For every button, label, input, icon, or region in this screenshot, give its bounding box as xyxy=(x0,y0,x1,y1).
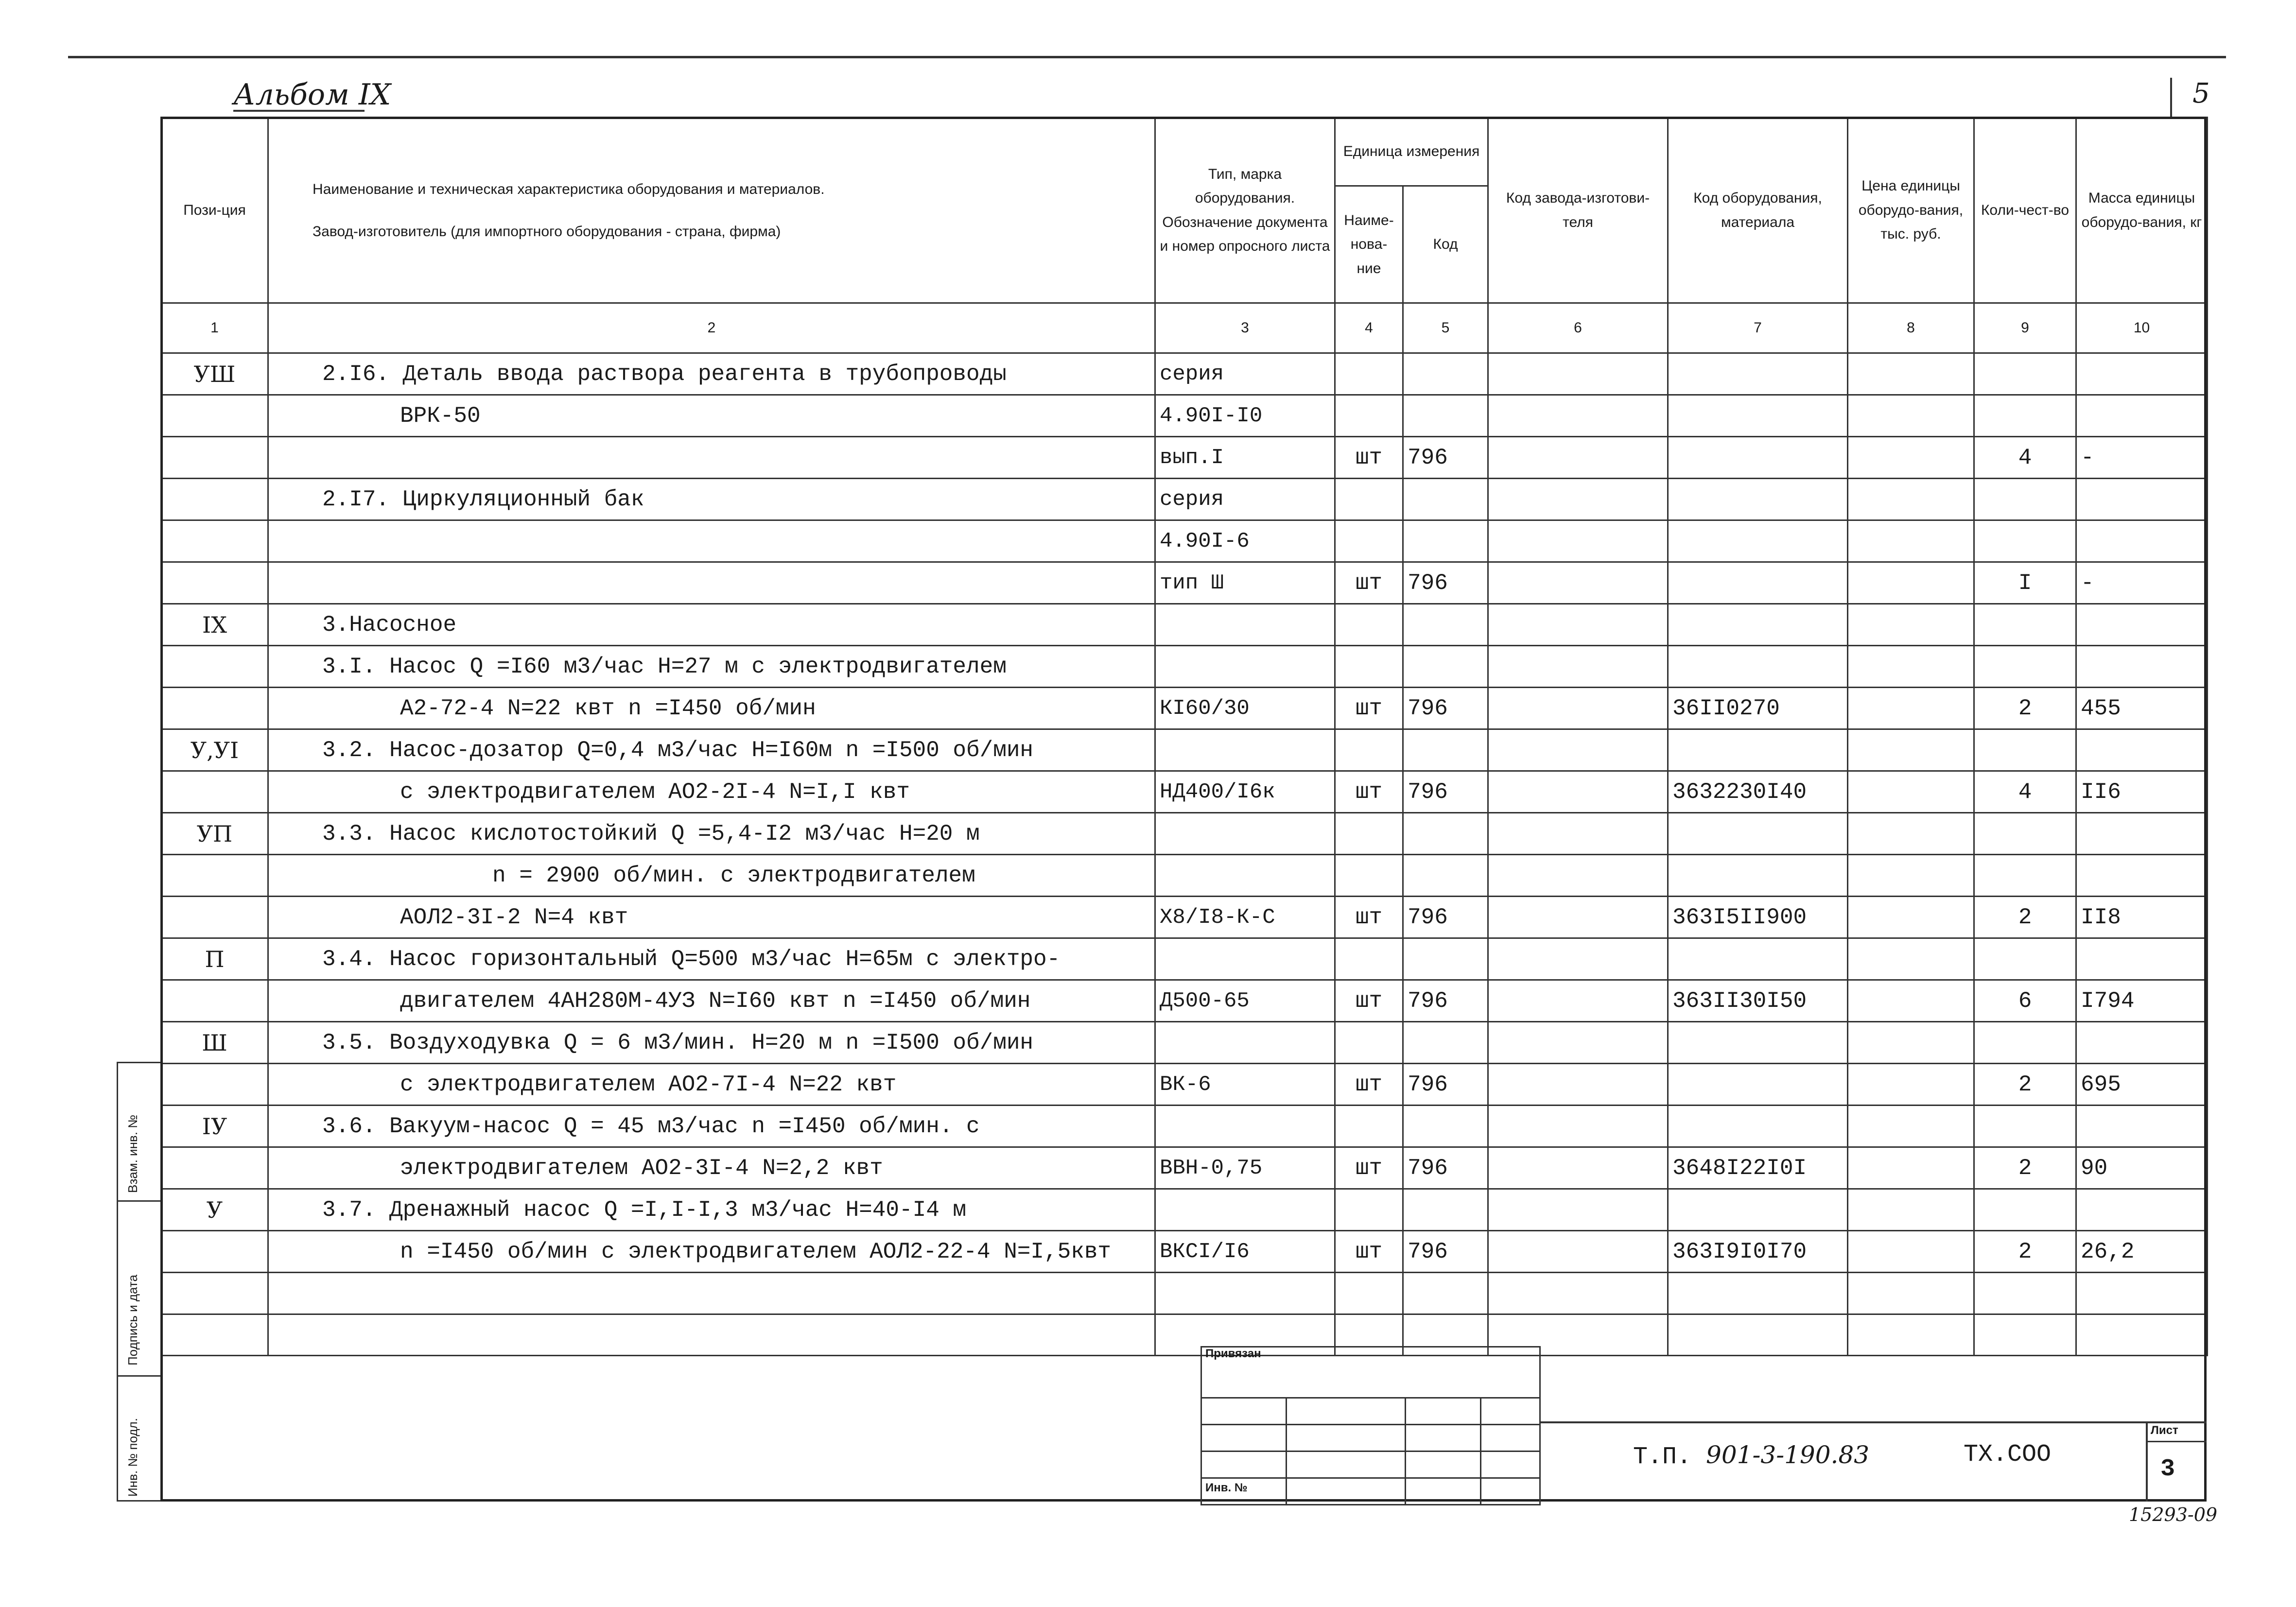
cell-name: 3.2. Насос-дозатор Q=0,4 м3/час H=I60м n =I500 об/мин xyxy=(268,729,1155,771)
cell-qty: 2 xyxy=(1974,1147,2076,1189)
cell-name: 3.4. Насос горизонтальный Q=500 м3/час H=65м с электро- xyxy=(268,938,1155,980)
side-label-inv-orig: Инв. № подл. xyxy=(125,1418,140,1497)
cell-mass: 26,2 xyxy=(2076,1231,2208,1273)
sheet-value: 3 xyxy=(2160,1455,2175,1483)
cell-unit: шт xyxy=(1335,562,1403,604)
cell-ecode: 3648I22I0I xyxy=(1668,1147,1848,1189)
cell-unit: шт xyxy=(1335,688,1403,729)
header-unit-name: Наиме-нова-ние xyxy=(1335,186,1403,303)
cell-type: ВВН-0,75 xyxy=(1155,1147,1335,1189)
header-name-line1: Наименование и техническая характеристика оборудования и материалов. xyxy=(313,181,825,197)
cell-type: Д500-65 xyxy=(1155,980,1335,1022)
col-number: 3 xyxy=(1155,303,1335,353)
cell-unit: шт xyxy=(1335,1064,1403,1106)
cell-pos: Ш xyxy=(161,1022,268,1064)
sheet-box-divider xyxy=(2146,1441,2207,1442)
cell-pos: П xyxy=(161,938,268,980)
cell-type: 4.90I-6 xyxy=(1155,520,1335,562)
cell-unit: шт xyxy=(1335,771,1403,813)
header-unit: Единица измерения xyxy=(1335,118,1488,186)
col-number: 9 xyxy=(1974,303,2076,353)
cell-name: 2.I6. Деталь ввода раствора реагента в трубопроводы xyxy=(268,353,1155,395)
cell-ecode: 363I9I0I70 xyxy=(1668,1231,1848,1273)
cell-type: НД400/I6к xyxy=(1155,771,1335,813)
cell-ecode: 3632230I40 xyxy=(1668,771,1848,813)
side-stamp-divider xyxy=(117,1375,160,1377)
document-number xyxy=(1633,1441,1869,1471)
cell-pos: У,УI xyxy=(161,729,268,771)
cell-ucode: 796 xyxy=(1403,1147,1488,1189)
cell-name: ВРК-50 xyxy=(268,395,1155,437)
cell-ecode: 363II30I50 xyxy=(1668,980,1848,1022)
cell-ucode: 796 xyxy=(1403,1231,1488,1273)
side-stamp-divider xyxy=(117,1200,160,1202)
cell-name: электродвигателем АО2-3I-4 N=2,2 квт xyxy=(268,1147,1155,1189)
cell-pos: УШ xyxy=(161,353,268,395)
cell-name: 2.I7. Циркуляционный бак xyxy=(268,479,1155,520)
album-underline xyxy=(233,110,365,112)
cell-name: 3.3. Насос кислотостойкий Q =5,4-I2 м3/час H=20 м xyxy=(268,813,1155,855)
cell-type: КI60/30 xyxy=(1155,688,1335,729)
col-number: 8 xyxy=(1848,303,1974,353)
doc-number-text: 901-3-190.83 xyxy=(1706,1441,1870,1469)
cell-name: 3.Насосное xyxy=(268,604,1155,646)
cell-name: АОЛ2-3I-2 N=4 квт xyxy=(268,897,1155,938)
cell-ucode: 796 xyxy=(1403,897,1488,938)
header-unit-code: Код xyxy=(1403,186,1488,303)
cell-name: n =I450 об/мин с электродвигателем АОЛ2-22-4 N=I,5квт xyxy=(268,1231,1155,1273)
cell-name: 3.6. Вакуум-насос Q = 45 м3/час n =I450 об/мин. с xyxy=(268,1106,1155,1147)
cell-name: 3.I. Насос Q =I60 м3/час H=27 м с электродвигателем xyxy=(268,646,1155,688)
page-frame xyxy=(160,117,2207,1502)
cell-ucode: 796 xyxy=(1403,980,1488,1022)
cell-mass: - xyxy=(2076,437,2208,479)
cell-qty: 6 xyxy=(1974,980,2076,1022)
cell-qty: 2 xyxy=(1974,688,2076,729)
doc-prefix: Т.П. xyxy=(1633,1443,1692,1471)
cell-ucode: 796 xyxy=(1403,437,1488,479)
cell-mass: 695 xyxy=(2076,1064,2208,1106)
header-qty: Коли-чест-во xyxy=(1974,118,2076,303)
cell-unit: шт xyxy=(1335,437,1403,479)
header-mass: Масса единицы оборудо-вания, кг xyxy=(2076,118,2208,303)
header-price: Цена единицы оборудо-вания, тыс. руб. xyxy=(1848,118,1974,303)
cell-type: ВК-6 xyxy=(1155,1064,1335,1106)
cell-mass: 90 xyxy=(2076,1147,2208,1189)
cell-mass: 455 xyxy=(2076,688,2208,729)
col-number: 6 xyxy=(1488,303,1668,353)
cell-unit: шт xyxy=(1335,897,1403,938)
cell-qty: 2 xyxy=(1974,1231,2076,1273)
cell-mass: II6 xyxy=(2076,771,2208,813)
cell-ucode: 796 xyxy=(1403,562,1488,604)
col-number: 2 xyxy=(268,303,1155,353)
cell-ucode: 796 xyxy=(1403,1064,1488,1106)
corner-mark: 15293-09 xyxy=(2129,1504,2218,1525)
cell-mass: I794 xyxy=(2076,980,2208,1022)
cell-unit: шт xyxy=(1335,1147,1403,1189)
header-maker-code: Код завода-изготови-теля xyxy=(1488,118,1668,303)
header-equip-code: Код оборудования, материала xyxy=(1668,118,1848,303)
sheet-label: Лист xyxy=(2151,1424,2178,1437)
cell-type: серия xyxy=(1155,353,1335,395)
cell-type: вып.I xyxy=(1155,437,1335,479)
cell-name: 3.7. Дренажный насос Q =I,I-I,3 м3/час H=40-I4 м xyxy=(268,1189,1155,1231)
side-label-sign-date: Подпись и дата xyxy=(125,1274,140,1365)
col-number: 5 xyxy=(1403,303,1488,353)
cell-qty: 4 xyxy=(1974,771,2076,813)
cell-name: с электродвигателем АО2-2I-4 N=I,I квт xyxy=(268,771,1155,813)
stamp-bound-label: Привязан xyxy=(1205,1347,1261,1360)
sheet-number: 5 xyxy=(2170,78,2230,117)
album-label: Альбом IX xyxy=(233,78,391,112)
binding-stamp xyxy=(1200,1346,1541,1505)
cell-unit: шт xyxy=(1335,1231,1403,1273)
cell-pos: УП xyxy=(161,813,268,855)
cell-pos: IX xyxy=(161,604,268,646)
cell-name: 3.5. Воздуходувка Q = 6 м3/мин. H=20 м n =I500 об/мин xyxy=(268,1022,1155,1064)
cell-name: с электродвигателем АО2-7I-4 N=22 квт xyxy=(268,1064,1155,1106)
col-number: 10 xyxy=(2076,303,2208,353)
cell-qty: I xyxy=(1974,562,2076,604)
cell-type: ВКСI/I6 xyxy=(1155,1231,1335,1273)
cell-ucode: 796 xyxy=(1403,771,1488,813)
cell-mass: - xyxy=(2076,562,2208,604)
cell-type: тип Ш xyxy=(1155,562,1335,604)
header-pos: Пози-ция xyxy=(161,118,268,303)
col-number: 7 xyxy=(1668,303,1848,353)
cell-name: А2-72-4 N=22 квт n =I450 об/мин xyxy=(268,688,1155,729)
cell-type: серия xyxy=(1155,479,1335,520)
top-border-line xyxy=(68,56,2226,58)
cell-name: n = 2900 об/мин. с электродвигателем xyxy=(268,855,1155,897)
cell-name: двигателем 4АН280М-4УЗ N=I60 квт n =I450 об/мин xyxy=(268,980,1155,1022)
cell-qty: 2 xyxy=(1974,1064,2076,1106)
cell-ecode: 36II0270 xyxy=(1668,688,1848,729)
cell-pos: IУ xyxy=(161,1106,268,1147)
cell-type: 4.90I-I0 xyxy=(1155,395,1335,437)
cell-type: Х8/I8-К-С xyxy=(1155,897,1335,938)
cell-ecode: 363I5II900 xyxy=(1668,897,1848,938)
document-code: ТХ.СОО xyxy=(1964,1441,2052,1469)
cell-pos: У xyxy=(161,1189,268,1231)
header-type: Тип, марка оборудования. Обозначение документа и номер опросного листа xyxy=(1155,118,1335,303)
title-block-line xyxy=(1541,1421,2207,1423)
col-number: 1 xyxy=(161,303,268,353)
stamp-inv-label: Инв. № xyxy=(1205,1481,1248,1494)
header-name-line2: Завод-изготовитель (для импортного оборудования - страна, фирма) xyxy=(313,223,781,240)
side-label-inv-repl: Взам. инв. № xyxy=(125,1114,140,1193)
col-number: 4 xyxy=(1335,303,1403,353)
cell-qty: 4 xyxy=(1974,437,2076,479)
cell-ucode: 796 xyxy=(1403,688,1488,729)
cell-unit: шт xyxy=(1335,980,1403,1022)
cell-qty: 2 xyxy=(1974,897,2076,938)
cell-mass: II8 xyxy=(2076,897,2208,938)
